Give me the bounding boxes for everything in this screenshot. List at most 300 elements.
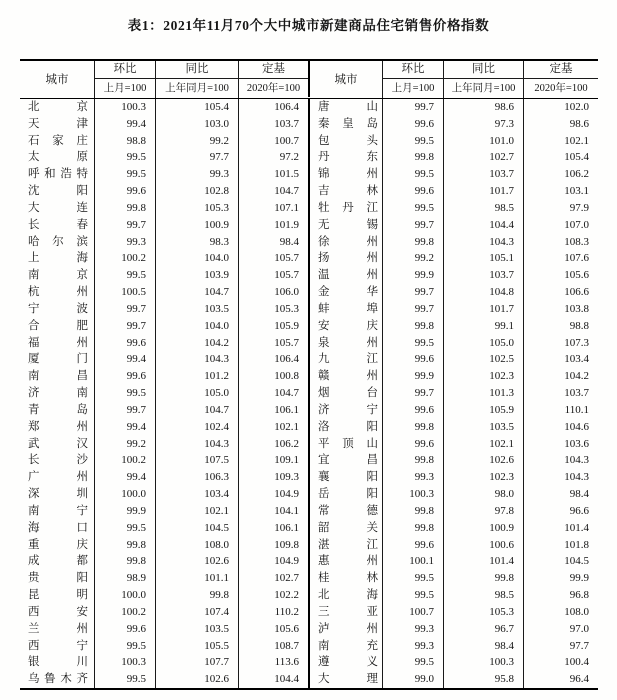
table-title: 表1：2021年11月70个大中城市新建商品住宅销售价格指数 — [127, 18, 490, 33]
mom-cell-right: 100.1 — [382, 553, 443, 570]
yoy-cell-left: 97.7 — [155, 149, 238, 166]
city-name: 三 亚 — [318, 605, 378, 618]
base-cell-left: 102.1 — [238, 419, 308, 436]
base-cell-left: 105.7 — [238, 250, 308, 267]
base-cell-right: 97.7 — [523, 638, 598, 655]
mom-cell-right: 99.7 — [382, 217, 443, 234]
yoy-cell-left: 107.5 — [155, 452, 238, 469]
mom-cell-right: 99.8 — [382, 503, 443, 520]
city-name: 呼 和 浩 特 — [28, 168, 88, 181]
base-cell-left: 106.1 — [238, 520, 308, 537]
mom-cell-left: 99.3 — [94, 234, 155, 251]
city-name: 洛 阳 — [318, 420, 378, 433]
yoy-cell-left: 102.1 — [155, 503, 238, 520]
base-cell-right: 102.0 — [523, 99, 598, 116]
base-cell-left: 108.7 — [238, 638, 308, 655]
base-cell-left: 97.2 — [238, 149, 308, 166]
city-name: 秦 皇 岛 — [318, 117, 378, 130]
city-name: 福 州 — [28, 336, 88, 349]
city-name: 深 圳 — [28, 488, 88, 501]
mom-cell-left: 99.5 — [94, 149, 155, 166]
yoy-cell-right: 98.6 — [443, 99, 523, 116]
mom-cell-right: 99.5 — [382, 335, 443, 352]
table-row — [20, 351, 598, 368]
table-row — [20, 133, 598, 150]
mom-cell-right: 99.6 — [382, 116, 443, 133]
city-name: 包 头 — [318, 134, 378, 147]
yoy-cell-right: 105.0 — [443, 335, 523, 352]
yoy-cell-left: 103.9 — [155, 267, 238, 284]
city-cell-left — [20, 570, 94, 587]
table-row — [20, 99, 598, 116]
yoy-cell-left: 102.8 — [155, 183, 238, 200]
base-cell-left: 105.6 — [238, 621, 308, 638]
yoy-cell-right: 100.9 — [443, 520, 523, 537]
city-name: 南 宁 — [28, 504, 88, 517]
mom-cell-left: 98.8 — [94, 133, 155, 150]
mom-cell-right: 99.9 — [382, 267, 443, 284]
mom-cell-left: 100.2 — [94, 604, 155, 621]
mom-cell-right: 99.3 — [382, 469, 443, 486]
city-name: 宁 波 — [28, 302, 88, 315]
city-name: 吉 林 — [318, 185, 378, 198]
header-base-left — [238, 61, 308, 98]
base-cell-left: 113.6 — [238, 654, 308, 671]
city-name: 银 川 — [28, 656, 88, 669]
base-cell-left: 106.2 — [238, 436, 308, 453]
table-body — [20, 99, 598, 688]
city-cell-right — [308, 654, 382, 671]
yoy-cell-left: 101.1 — [155, 570, 238, 587]
city-name: 北 京 — [28, 101, 88, 113]
base-cell-left: 105.7 — [238, 267, 308, 284]
city-cell-left — [20, 671, 94, 688]
city-name: 哈 尔 滨 — [28, 235, 88, 248]
yoy-cell-right: 98.5 — [443, 587, 523, 604]
city-name: 厦 门 — [28, 353, 88, 366]
base-cell-left: 106.4 — [238, 351, 308, 368]
city-cell-right — [308, 520, 382, 537]
mom-cell-left: 99.7 — [94, 217, 155, 234]
mom-cell-right: 99.7 — [382, 284, 443, 301]
yoy-cell-right: 103.7 — [443, 166, 523, 183]
base-cell-right: 103.1 — [523, 183, 598, 200]
city-cell-right — [308, 267, 382, 284]
city-name: 金 华 — [318, 286, 378, 299]
base-cell-left: 98.4 — [238, 234, 308, 251]
city-name: 青 岛 — [28, 403, 88, 416]
city-name: 温 州 — [318, 269, 378, 282]
yoy-cell-left: 99.2 — [155, 133, 238, 150]
yoy-cell-right: 96.7 — [443, 621, 523, 638]
mom-cell-right: 99.2 — [382, 250, 443, 267]
city-name: 贵 阳 — [28, 572, 88, 585]
yoy-cell-left: 104.5 — [155, 520, 238, 537]
yoy-cell-left: 104.2 — [155, 335, 238, 352]
city-cell-right — [308, 99, 382, 116]
table-row — [20, 116, 598, 133]
city-name: 上 海 — [28, 252, 88, 265]
base-cell-right: 99.9 — [523, 570, 598, 587]
base-cell-right: 107.0 — [523, 217, 598, 234]
table-row — [20, 250, 598, 267]
yoy-cell-right: 101.4 — [443, 553, 523, 570]
header-base-label-left: 定基 — [239, 61, 308, 79]
yoy-cell-right: 97.3 — [443, 116, 523, 133]
mom-cell-left: 99.4 — [94, 116, 155, 133]
base-cell-left: 101.9 — [238, 217, 308, 234]
table-row — [20, 452, 598, 469]
base-cell-right: 106.2 — [523, 166, 598, 183]
table-row — [20, 486, 598, 503]
city-cell-right — [308, 368, 382, 385]
price-index-table — [20, 59, 598, 690]
city-cell-left — [20, 335, 94, 352]
city-name: 丹 东 — [318, 151, 378, 164]
city-name: 赣 州 — [318, 370, 378, 383]
base-cell-left: 104.7 — [238, 385, 308, 402]
mom-cell-right: 99.6 — [382, 436, 443, 453]
city-cell-right — [308, 638, 382, 655]
yoy-cell-right: 102.3 — [443, 469, 523, 486]
city-name: 岳 阳 — [318, 488, 378, 501]
city-cell-right — [308, 621, 382, 638]
base-cell-right: 105.6 — [523, 267, 598, 284]
city-name: 锦 州 — [318, 168, 378, 181]
city-name: 安 庆 — [318, 319, 378, 332]
yoy-cell-left: 99.8 — [155, 587, 238, 604]
header-yoy-label-right: 同比 — [444, 61, 523, 79]
yoy-cell-right: 98.4 — [443, 638, 523, 655]
city-cell-right — [308, 351, 382, 368]
city-cell-left — [20, 537, 94, 554]
city-name: 沈 阳 — [28, 185, 88, 198]
yoy-cell-right: 101.0 — [443, 133, 523, 150]
city-cell-left — [20, 503, 94, 520]
header-yoy-sub-right: 上年同月=100 — [451, 83, 516, 94]
yoy-cell-right: 98.5 — [443, 200, 523, 217]
header-row — [20, 61, 598, 98]
city-cell-left — [20, 200, 94, 217]
mom-cell-right: 99.6 — [382, 537, 443, 554]
mom-cell-right: 99.7 — [382, 301, 443, 318]
yoy-cell-right: 101.7 — [443, 183, 523, 200]
city-name: 九 江 — [318, 353, 378, 366]
yoy-cell-left: 104.0 — [155, 318, 238, 335]
table-row — [20, 385, 598, 402]
yoy-cell-right: 105.3 — [443, 604, 523, 621]
yoy-cell-right: 102.7 — [443, 149, 523, 166]
city-name: 北 海 — [318, 589, 378, 602]
yoy-cell-right: 95.8 — [443, 671, 523, 688]
city-name: 遵 义 — [318, 656, 378, 669]
yoy-cell-left: 103.4 — [155, 486, 238, 503]
city-cell-right — [308, 133, 382, 150]
mom-cell-right: 99.6 — [382, 402, 443, 419]
city-name: 蚌 埠 — [318, 302, 378, 315]
city-cell-left — [20, 217, 94, 234]
mom-cell-right: 99.7 — [382, 99, 443, 116]
mom-cell-left: 99.6 — [94, 368, 155, 385]
base-cell-right: 101.4 — [523, 520, 598, 537]
mom-cell-left: 99.5 — [94, 267, 155, 284]
city-name: 杭 州 — [28, 286, 88, 299]
city-cell-right — [308, 318, 382, 335]
mom-cell-right: 99.5 — [382, 654, 443, 671]
base-cell-right: 96.6 — [523, 503, 598, 520]
mom-cell-left: 100.0 — [94, 486, 155, 503]
city-name: 惠 州 — [318, 555, 378, 568]
base-cell-left: 101.5 — [238, 166, 308, 183]
base-cell-right: 104.6 — [523, 419, 598, 436]
mom-cell-left: 98.9 — [94, 570, 155, 587]
city-name: 重 庆 — [28, 538, 88, 551]
city-cell-right — [308, 587, 382, 604]
mom-cell-left: 99.9 — [94, 503, 155, 520]
base-cell-left: 104.1 — [238, 503, 308, 520]
city-cell-left — [20, 654, 94, 671]
mom-cell-right: 99.5 — [382, 570, 443, 587]
city-name: 济 宁 — [318, 403, 378, 416]
mom-cell-right: 99.5 — [382, 587, 443, 604]
city-cell-left — [20, 368, 94, 385]
base-cell-right: 107.3 — [523, 335, 598, 352]
table-row — [20, 587, 598, 604]
base-cell-right: 98.8 — [523, 318, 598, 335]
table-row — [20, 436, 598, 453]
base-cell-left: 100.7 — [238, 133, 308, 150]
header-base-sub-right: 2020年=100 — [534, 83, 588, 94]
base-cell-right: 104.3 — [523, 452, 598, 469]
base-cell-left: 104.9 — [238, 553, 308, 570]
city-cell-left — [20, 166, 94, 183]
city-name: 天 津 — [28, 117, 88, 130]
city-cell-left — [20, 99, 94, 116]
city-name: 太 原 — [28, 151, 88, 164]
city-cell-right — [308, 183, 382, 200]
city-cell-left — [20, 486, 94, 503]
mom-cell-left: 100.3 — [94, 654, 155, 671]
table-row — [20, 284, 598, 301]
header-mom-right — [382, 61, 443, 98]
yoy-cell-left: 108.0 — [155, 537, 238, 554]
base-cell-right: 97.0 — [523, 621, 598, 638]
city-cell-left — [20, 419, 94, 436]
yoy-cell-right: 104.8 — [443, 284, 523, 301]
city-name: 武 汉 — [28, 437, 88, 450]
city-cell-left — [20, 234, 94, 251]
city-name: 南 昌 — [28, 370, 88, 383]
table-row — [20, 183, 598, 200]
city-cell-left — [20, 116, 94, 133]
base-cell-right: 96.8 — [523, 587, 598, 604]
city-name: 合 肥 — [28, 319, 88, 332]
city-cell-left — [20, 183, 94, 200]
table-row — [20, 267, 598, 284]
city-cell-left — [20, 267, 94, 284]
yoy-cell-left: 99.3 — [155, 166, 238, 183]
table-row — [20, 553, 598, 570]
mom-cell-left: 99.2 — [94, 436, 155, 453]
city-cell-right — [308, 570, 382, 587]
mom-cell-left: 99.4 — [94, 419, 155, 436]
yoy-cell-left: 105.3 — [155, 200, 238, 217]
city-cell-left — [20, 587, 94, 604]
yoy-cell-right: 104.4 — [443, 217, 523, 234]
city-name: 石 家 庄 — [28, 134, 88, 147]
mom-cell-right: 99.8 — [382, 149, 443, 166]
yoy-cell-right: 101.3 — [443, 385, 523, 402]
city-cell-right — [308, 419, 382, 436]
base-cell-left: 102.2 — [238, 587, 308, 604]
mom-cell-left: 99.7 — [94, 318, 155, 335]
city-cell-right — [308, 385, 382, 402]
header-city-right: 城市 — [308, 61, 382, 97]
base-cell-right: 107.6 — [523, 250, 598, 267]
header-yoy-label-left: 同比 — [156, 61, 238, 79]
mom-cell-left: 99.5 — [94, 638, 155, 655]
mom-cell-right: 100.7 — [382, 604, 443, 621]
base-cell-left: 106.4 — [238, 99, 308, 116]
city-cell-right — [308, 553, 382, 570]
table-row — [20, 402, 598, 419]
city-name: 济 南 — [28, 387, 88, 400]
yoy-cell-left: 102.4 — [155, 419, 238, 436]
base-cell-left: 103.7 — [238, 116, 308, 133]
city-cell-left — [20, 351, 94, 368]
mom-cell-right: 99.5 — [382, 166, 443, 183]
mom-cell-left: 99.5 — [94, 671, 155, 688]
city-name: 无 锡 — [318, 218, 378, 231]
city-name: 襄 阳 — [318, 471, 378, 484]
mom-cell-left: 99.6 — [94, 621, 155, 638]
city-cell-left — [20, 284, 94, 301]
header-mom-sub-left: 上月=100 — [103, 83, 147, 94]
header-mom-left — [94, 61, 155, 98]
table-row — [20, 469, 598, 486]
city-name: 长 春 — [28, 218, 88, 231]
city-cell-right — [308, 335, 382, 352]
mom-cell-left: 99.5 — [94, 520, 155, 537]
city-name: 泸 州 — [318, 622, 378, 635]
city-cell-left — [20, 604, 94, 621]
city-name: 广 州 — [28, 471, 88, 484]
yoy-cell-left: 101.2 — [155, 368, 238, 385]
yoy-cell-left: 100.9 — [155, 217, 238, 234]
city-cell-right — [308, 217, 382, 234]
header-mom-label-left: 环比 — [95, 61, 155, 79]
city-cell-right — [308, 166, 382, 183]
city-cell-right — [308, 537, 382, 554]
base-cell-left: 105.7 — [238, 335, 308, 352]
mom-cell-right: 99.8 — [382, 419, 443, 436]
base-cell-right: 108.0 — [523, 604, 598, 621]
city-cell-left — [20, 638, 94, 655]
base-cell-left: 110.2 — [238, 604, 308, 621]
mom-cell-right: 99.3 — [382, 621, 443, 638]
base-cell-right: 96.4 — [523, 671, 598, 688]
table-row — [20, 537, 598, 554]
base-cell-left: 105.3 — [238, 301, 308, 318]
mom-cell-right: 99.0 — [382, 671, 443, 688]
yoy-cell-left: 103.0 — [155, 116, 238, 133]
city-name: 唐 山 — [318, 101, 378, 113]
city-cell-left — [20, 452, 94, 469]
yoy-cell-left: 103.5 — [155, 621, 238, 638]
base-cell-left: 102.7 — [238, 570, 308, 587]
mom-cell-left: 100.2 — [94, 250, 155, 267]
mom-cell-left: 99.4 — [94, 351, 155, 368]
yoy-cell-right: 102.6 — [443, 452, 523, 469]
base-cell-left: 109.8 — [238, 537, 308, 554]
city-cell-right — [308, 284, 382, 301]
mom-cell-right: 99.5 — [382, 133, 443, 150]
city-cell-left — [20, 436, 94, 453]
city-name: 海 口 — [28, 521, 88, 534]
city-cell-right — [308, 469, 382, 486]
base-cell-right: 103.8 — [523, 301, 598, 318]
city-name: 烟 台 — [318, 387, 378, 400]
city-name: 西 宁 — [28, 639, 88, 652]
mom-cell-right: 100.3 — [382, 486, 443, 503]
base-cell-right: 98.4 — [523, 486, 598, 503]
yoy-cell-left: 102.6 — [155, 553, 238, 570]
base-cell-right: 97.9 — [523, 200, 598, 217]
mom-cell-left: 99.5 — [94, 166, 155, 183]
yoy-cell-right: 102.1 — [443, 436, 523, 453]
mom-cell-right: 99.8 — [382, 520, 443, 537]
table-row — [20, 570, 598, 587]
yoy-cell-left: 104.0 — [155, 250, 238, 267]
table-row — [20, 217, 598, 234]
city-cell-right — [308, 402, 382, 419]
city-cell-left — [20, 149, 94, 166]
base-cell-right: 103.4 — [523, 351, 598, 368]
base-cell-right: 104.2 — [523, 368, 598, 385]
header-city-left: 城市 — [45, 74, 69, 86]
city-name: 徐 州 — [318, 235, 378, 248]
mom-cell-right: 99.8 — [382, 452, 443, 469]
header-base-label-right: 定基 — [524, 61, 598, 79]
mom-cell-left: 100.5 — [94, 284, 155, 301]
city-cell-right — [308, 671, 382, 688]
yoy-cell-left: 103.5 — [155, 301, 238, 318]
header-base-sub-left: 2020年=100 — [246, 83, 301, 94]
yoy-cell-right: 104.3 — [443, 234, 523, 251]
base-cell-right: 104.5 — [523, 553, 598, 570]
yoy-cell-right: 102.5 — [443, 351, 523, 368]
mom-cell-right: 99.5 — [382, 200, 443, 217]
mom-cell-right: 99.9 — [382, 368, 443, 385]
city-cell-right — [308, 200, 382, 217]
city-name: 韶 关 — [318, 521, 378, 534]
base-cell-left: 107.1 — [238, 200, 308, 217]
city-name: 扬 州 — [318, 252, 378, 265]
yoy-cell-left: 104.7 — [155, 284, 238, 301]
yoy-cell-left: 106.3 — [155, 469, 238, 486]
city-name: 昆 明 — [28, 589, 88, 602]
mom-cell-right: 99.7 — [382, 385, 443, 402]
base-cell-left: 104.4 — [238, 671, 308, 688]
city-name: 大 连 — [28, 201, 88, 214]
mom-cell-left: 99.8 — [94, 200, 155, 217]
city-name: 宜 昌 — [318, 454, 378, 467]
table-row — [20, 671, 598, 688]
table-row — [20, 604, 598, 621]
city-cell-right — [308, 486, 382, 503]
base-cell-left: 109.3 — [238, 469, 308, 486]
base-cell-left: 104.7 — [238, 183, 308, 200]
